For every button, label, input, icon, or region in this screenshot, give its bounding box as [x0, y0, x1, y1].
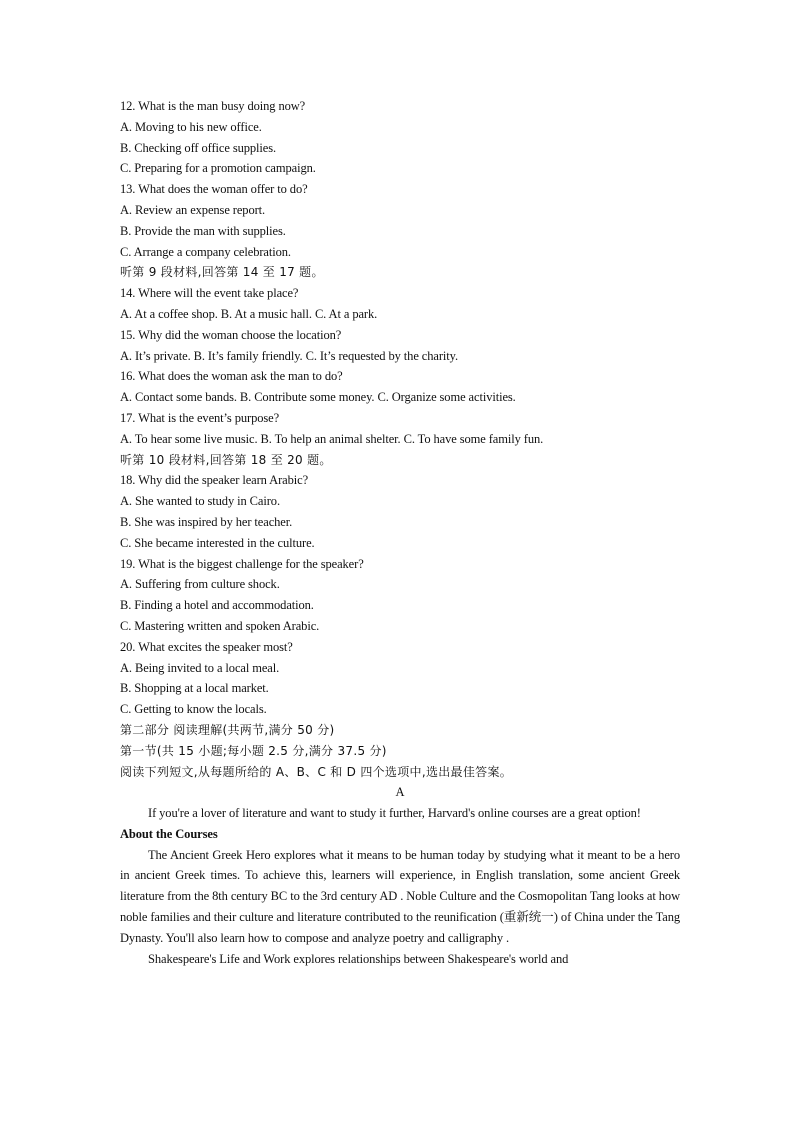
- section-10-instruction: 听第 10 段材料,回答第 18 至 20 题。: [120, 452, 332, 467]
- options-17: A. To hear some live music. B. To help an animal shelter. C. To have some family fun.: [120, 431, 544, 446]
- section-one-title: 第一节(共 15 小题;每小题 2.5 分,满分 37.5 分): [120, 743, 387, 758]
- option-12c: C. Preparing for a promotion campaign.: [120, 161, 316, 176]
- question-18: 18. Why did the speaker learn Arabic?: [120, 473, 309, 488]
- question-13: 13. What does the woman offer to do?: [120, 182, 308, 197]
- reading-instruction: 阅读下列短文,从每题所给的 A、B、C 和 D 四个选项中,选出最佳答案。: [120, 764, 513, 779]
- option-18a: A. She wanted to study in Cairo.: [120, 494, 280, 509]
- passage-paragraph-1: The Ancient Greek Hero explores what it means to be human today by studying what it meant to be a hero in ancient Greek times. To achieve this, learners will experience, in English translation, some ancient Greek literature from the 8th century BC to the 3rd century AD . Noble Culture and the Cosmopolitan Tang looks at how noble families and their culture and literature contributed to the reunification (重新统一) of China under the Tang Dynasty. You'll also learn how to compose and analyze poetry and calligraphy .: [120, 847, 680, 945]
- question-14: 14. Where will the event take place?: [120, 286, 299, 301]
- option-19b: B. Finding a hotel and accommodation.: [120, 598, 314, 613]
- passage-paragraph-2: Shakespeare's Life and Work explores relationships between Shakespeare's world and: [148, 951, 569, 966]
- option-12b: B. Checking off office supplies.: [120, 140, 277, 155]
- option-20c: C. Getting to know the locals.: [120, 702, 267, 717]
- option-20b: B. Shopping at a local market.: [120, 681, 269, 696]
- option-18c: C. She became interested in the culture.: [120, 535, 315, 550]
- option-13a: A. Review an expense report.: [120, 202, 266, 217]
- option-19c: C. Mastering written and spoken Arabic.: [120, 618, 320, 633]
- passage-label: A: [395, 785, 405, 800]
- question-15: 15. Why did the woman choose the location?: [120, 327, 342, 342]
- option-20a: A. Being invited to a local meal.: [120, 660, 280, 675]
- question-16: 16. What does the woman ask the man to do?: [120, 369, 343, 384]
- options-16: A. Contact some bands. B. Contribute some money. C. Organize some activities.: [120, 390, 516, 405]
- section-9-instruction: 听第 9 段材料,回答第 14 至 17 题。: [120, 265, 324, 280]
- question-12: 12. What is the man busy doing now?: [120, 99, 306, 113]
- option-12a: A. Moving to his new office.: [120, 119, 262, 134]
- options-14: A. At a coffee shop. B. At a music hall. C. At a park.: [120, 306, 378, 321]
- question-20: 20. What excites the speaker most?: [120, 639, 293, 654]
- option-18b: B. She was inspired by her teacher.: [120, 514, 293, 529]
- question-17: 17. What is the event’s purpose?: [120, 410, 280, 425]
- option-13b: B. Provide the man with supplies.: [120, 223, 286, 238]
- option-19a: A. Suffering from culture shock.: [120, 577, 280, 592]
- question-19: 19. What is the biggest challenge for the speaker?: [120, 556, 364, 571]
- part-two-title: 第二部分 阅读理解(共两节,满分 50 分): [120, 722, 335, 737]
- exam-page: [120, 96, 680, 969]
- option-13c: C. Arrange a company celebration.: [120, 244, 291, 259]
- section-heading: About the Courses: [120, 826, 218, 841]
- passage-intro: If you're a lover of literature and want to study it further, Harvard's online courses are a great option!: [148, 806, 641, 821]
- options-15: A. It’s private. B. It’s family friendly. C. It’s requested by the charity.: [120, 348, 459, 363]
